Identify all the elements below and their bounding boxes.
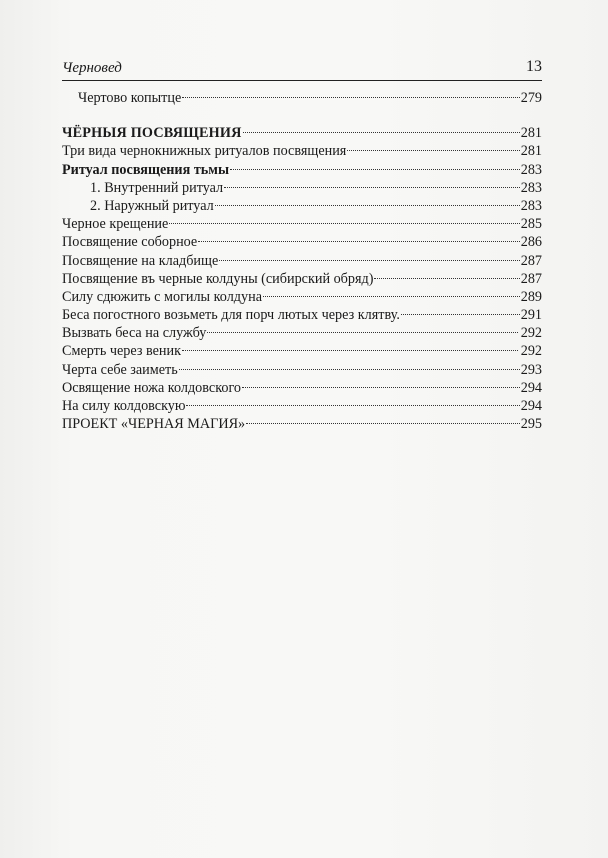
toc-entry-title: Три вида чернокнижных ритуалов посвящения — [62, 143, 347, 160]
page-number: 13 — [526, 58, 542, 75]
toc-entry-title: Посвящение соборное — [62, 234, 198, 251]
dot-leader — [243, 132, 520, 133]
dot-leader — [230, 169, 520, 170]
toc-entry-page: 283 — [520, 197, 542, 214]
toc-entry-page: 283 — [520, 161, 542, 178]
dot-leader — [374, 278, 519, 279]
toc-entry — [62, 233, 542, 251]
dot-leader — [263, 296, 520, 297]
toc-entry — [62, 288, 542, 306]
toc-entry — [62, 306, 542, 324]
toc-entry-page: 283 — [520, 179, 542, 196]
dot-leader — [224, 187, 520, 188]
dot-leader — [347, 150, 519, 151]
toc-entry-title: Силу сдюжить с могилы колдуна — [62, 288, 262, 305]
toc-entry-title: На силу колдовскую — [62, 398, 186, 414]
page-header — [62, 58, 542, 81]
dot-leader — [246, 423, 520, 424]
toc-entry — [62, 197, 542, 215]
toc-entry-title: Черное крещение — [62, 216, 169, 233]
toc-entry-page: 292 — [520, 343, 542, 360]
dot-leader — [242, 387, 520, 388]
toc-entry — [62, 270, 542, 288]
toc-entry — [62, 324, 542, 342]
toc-entry-page: 281 — [520, 143, 542, 160]
toc-entry-page: 279 — [520, 90, 542, 106]
dot-leader — [179, 369, 520, 370]
toc-entry-page: 287 — [520, 270, 542, 287]
toc-section-heading — [62, 124, 542, 142]
toc-entry-title: Освящение ножа колдовского — [62, 379, 242, 396]
toc-entry-title: Посвящение въ черные колдуны (сибирский обряд) — [62, 270, 374, 287]
toc-entry-page: 294 — [520, 398, 542, 414]
dot-leader — [219, 260, 519, 261]
toc-entry-page: 295 — [520, 416, 542, 433]
dot-leader — [401, 314, 520, 315]
toc-entry-page: 289 — [520, 288, 542, 305]
toc-entry — [62, 342, 542, 360]
toc-entry — [62, 215, 542, 233]
toc-entry-title: ПРОЕКТ «ЧЕРНАЯ МАГИЯ» — [62, 416, 246, 433]
toc-entry-title: Беса погостного возьметь для порч лютых через клятву. — [62, 307, 400, 324]
toc-entry-title: ЧЁРНЫЯ ПОСВЯЩЕНИЯ — [62, 125, 242, 142]
dot-leader — [186, 405, 519, 406]
dot-leader — [215, 205, 520, 206]
dot-leader — [198, 241, 519, 242]
toc-entry — [62, 397, 542, 415]
toc-entry — [62, 252, 542, 270]
dot-leader — [169, 223, 519, 224]
toc-entry-title: Вызвать беса на службу — [62, 325, 207, 342]
dot-leader — [207, 332, 517, 333]
toc-entry-title: Чертово копытце — [78, 90, 182, 106]
toc-entry — [62, 89, 542, 107]
toc-entry-page: 287 — [520, 252, 542, 269]
toc-entry-page: 291 — [520, 307, 542, 324]
toc-entry — [62, 379, 542, 397]
toc-entry-title: 2. Наружный ритуал — [90, 197, 214, 214]
toc-entry-title: Черта себе заиметь — [62, 361, 178, 378]
toc-entry-page: 293 — [520, 361, 542, 378]
toc-entry-title: Ритуал посвящения тьмы — [62, 161, 230, 178]
running-title: Черновед — [62, 60, 122, 76]
dot-leader — [182, 350, 518, 351]
toc-entry-page: 286 — [520, 234, 542, 251]
toc-entry-page: 292 — [520, 325, 542, 342]
toc-entry — [62, 179, 542, 197]
toc-entry — [62, 142, 542, 160]
toc-entry-page: 281 — [520, 125, 542, 142]
toc-entry — [62, 361, 542, 379]
toc-subheading — [62, 161, 542, 179]
toc-entry-page: 285 — [520, 216, 542, 233]
toc-entry-title: 1. Внутренний ритуал — [90, 179, 224, 196]
dot-leader — [182, 97, 519, 98]
toc-entry-page: 294 — [520, 379, 542, 396]
toc-entry — [62, 415, 542, 433]
toc-entry-title: Смерть через веник — [62, 343, 182, 360]
toc-entry-title: Посвящение на кладбище — [62, 252, 219, 269]
table-of-contents — [62, 89, 542, 433]
